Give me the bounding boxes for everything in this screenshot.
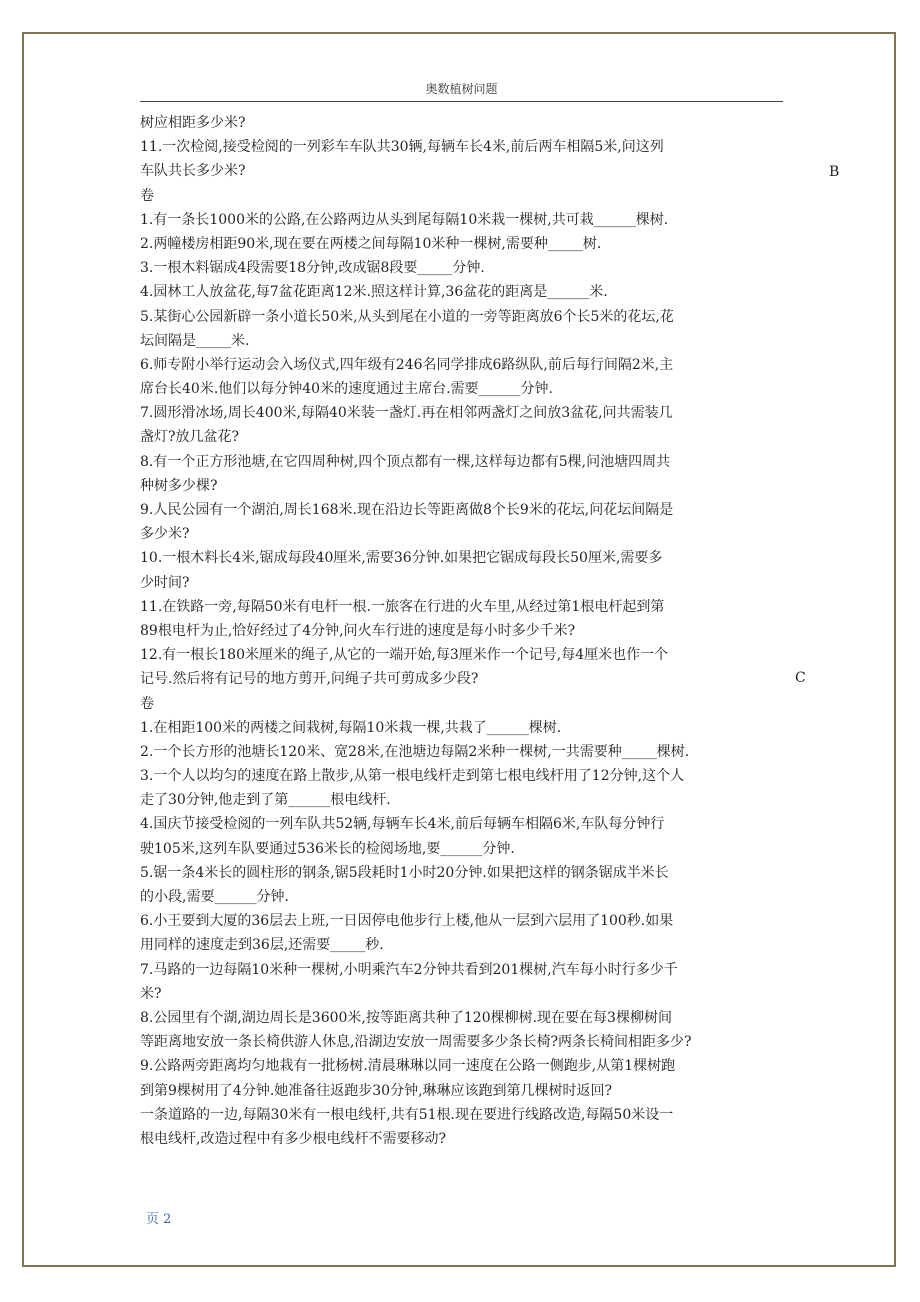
text-line: 4.国庆节接受检阅的一列车队共52辆,每辆车长4米,前后每辆车相隔6米,车队每分钟行 bbox=[140, 816, 665, 833]
text-line: 9.人民公园有一个湖泊,周长168米.现在沿边长等距离做8个长9米的花坛,问花坛间隔是 bbox=[140, 502, 674, 518]
section-letter-b: B bbox=[829, 164, 840, 180]
document-body bbox=[140, 111, 790, 1151]
section-letter-c: C bbox=[795, 670, 806, 686]
text-line: 11.一次检阅,接受检阅的一列彩车车队共30辆,每辆车长4米,前后两车相隔5米,问这列 bbox=[140, 139, 664, 156]
text-line: 盏灯?放几盆花? bbox=[140, 429, 240, 446]
text-line: 8.有一个正方形池塘,在它四周种树,四个顶点都有一棵,这样每边都有5棵,问池塘四周共 bbox=[140, 453, 671, 470]
text-line: 树应相距多少米? bbox=[140, 115, 246, 131]
text-line: 10.一根木料长4米,锯成每段40厘米,需要36分钟.如果把它锯成每段长50厘米,需要多 bbox=[140, 550, 663, 567]
text-line: 1.在相距100米的两楼之间栽树,每隔10米栽一棵,共栽了______棵树. bbox=[140, 719, 562, 736]
text-line: 用同样的速度走到36层,还需要_____秒. bbox=[140, 937, 384, 954]
text-line: 坛间隔是_____米. bbox=[140, 332, 250, 349]
text-line: 卷 bbox=[140, 187, 154, 204]
text-line: 车队共长多少米? bbox=[140, 163, 246, 180]
text-line: 2.两幢楼房相距90米,现在要在两楼之间每隔10米种一棵树,需要种_____树. bbox=[140, 235, 602, 252]
text-line: 6.小王要到大厦的36层去上班,一日因停电他步行上楼,他从一层到六层用了100秒.如果 bbox=[140, 913, 674, 930]
text-line: 8.公园里有个湖,湖边周长是3600米,按等距离共种了120棵柳树.现在要在每3棵柳树间 bbox=[140, 1009, 672, 1026]
text-line: 驶105米,这列车队要通过536米长的检阅场地,要______分钟. bbox=[140, 840, 515, 857]
page-number: 页 2 bbox=[146, 1212, 172, 1227]
text-line: 5.某街心公园新辟一条小道长50米,从头到尾在小道的一旁等距离放6个长5米的花坛,花 bbox=[140, 308, 674, 325]
text-line: 89根电杆为止,恰好经过了4分钟,问火车行进的速度是每小时多少千米? bbox=[140, 622, 576, 639]
text-line: 一条道路的一边,每隔30米有一根电线杆,共有51根.现在要进行线路改造,每隔50米设一 bbox=[140, 1106, 674, 1123]
text-line: 11.在铁路一旁,每隔50米有电杆一根.一旅客在行进的火车里,从经过第1根电杆起到第 bbox=[140, 598, 665, 615]
text-line: 4.园林工人放盆花,每7盆花距离12米.照这样计算,36盆花的距离是______米. bbox=[140, 284, 608, 301]
text-line: 席台长40米.他们以每分钟40米的速度通过主席台.需要______分钟. bbox=[140, 381, 553, 398]
text-line: 多少米? bbox=[140, 526, 190, 543]
page-header: 奥数植树问题 bbox=[140, 80, 783, 102]
text-line: 12.有一根长180米厘米的绳子,从它的一端开始,每3厘米作一个记号,每4厘米也作一个 bbox=[140, 647, 669, 664]
text-line: 3.一根木料锯成4段需要18分钟,改成锯8段要_____分钟. bbox=[140, 260, 485, 277]
text-line: 2.一个长方形的池塘长120米、宽28米,在池塘边每隔2米种一棵树,一共需要种_____棵树. bbox=[140, 743, 690, 760]
text-line: 根电线杆,改造过程中有多少根电线杆不需要移动? bbox=[140, 1130, 446, 1147]
text-line: 米? bbox=[140, 985, 162, 1002]
text-line: 少时间? bbox=[140, 574, 190, 591]
text-line: 的小段,需要______分钟. bbox=[140, 889, 289, 905]
text-line: 6.师专附小举行运动会入场仪式,四年级有246名同学排成6路纵队,前后每行间隔2米,主 bbox=[140, 356, 674, 373]
text-line: 等距离地安放一条长椅供游人休息,沿湖边安放一周需要多少条长椅?两条长椅间相距多少? bbox=[140, 1034, 692, 1051]
text-line: 3.一个人以均匀的速度在路上散步,从第一根电线杆走到第七根电线杆用了12分钟,这个人 bbox=[140, 768, 685, 785]
text-line: 7.圆形滑冰场,周长400米,每隔40米装一盏灯.再在相邻两盏灯之间放3盆花,问共需装几 bbox=[140, 405, 673, 422]
text-line: 1.有一条长1000米的公路,在公路两边从头到尾每隔10米栽一棵树,共可栽______棵树. bbox=[140, 211, 669, 228]
text-line: 种树多少棵? bbox=[140, 477, 218, 494]
text-line: 7.马路的一边每隔10米种一棵树,小明乘汽车2分钟共看到201棵树,汽车每小时行多少千 bbox=[140, 961, 678, 978]
text-line: 5.锯一条4米长的圆柱形的钢条,锯5段耗时1小时20分钟.如果把这样的钢条锯成半米长 bbox=[140, 864, 669, 881]
text-line: 走了30分钟,他走到了第______根电线杆. bbox=[140, 792, 391, 809]
text-line: 到第9棵树用了4分钟.她准备往返跑步30分钟,琳琳应该跑到第几棵树时返回? bbox=[140, 1082, 613, 1099]
text-line: 9.公路两旁距离均匀地栽有一批杨树.清晨琳琳以同一速度在公路一侧跑步,从第1棵树跑 bbox=[140, 1058, 676, 1075]
text-line: 记号.然后将有记号的地方剪开,问绳子共可剪成多少段? bbox=[140, 671, 479, 688]
text-line: 卷 bbox=[140, 695, 154, 712]
